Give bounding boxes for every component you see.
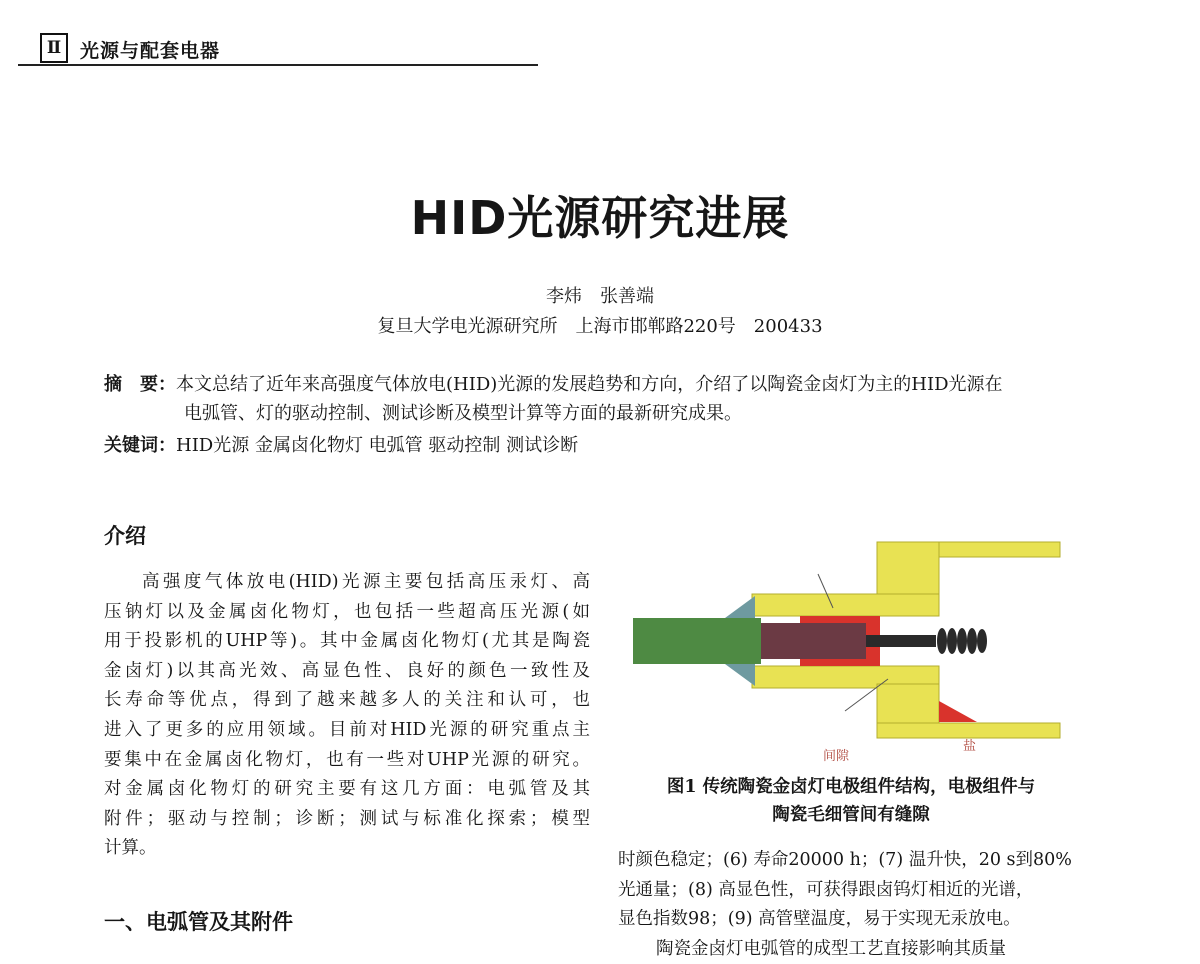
section-number-box	[40, 33, 68, 63]
keywords-text: HID光源 金属卤化物灯 电弧管 驱动控制 测试诊断	[176, 435, 579, 456]
figure-label-gap: 间隙	[823, 749, 850, 764]
figure1-caption	[620, 773, 1082, 829]
intro-line: 金卤灯)以其高光效、高显色性、良好的颜色一致性及	[104, 660, 590, 681]
abstract-text-1: 本文总结了近年来高强度气体放电(HID)光源的发展趋势和方向，介绍了以陶瓷金卤灯为主的HID光源在	[176, 374, 1003, 395]
intro-line: 高强度气体放电(HID)光源主要包括高压汞灯、高	[142, 572, 590, 592]
abstract	[104, 370, 1124, 428]
figure1-caption-line-1: 图1 传统陶瓷金卤灯电极组件结构，电极组件与	[666, 777, 1036, 797]
abstract-label: 摘 要：	[104, 374, 176, 395]
electrode-rod	[761, 623, 866, 659]
intro-line: 用于投影机的UHP等)。其中金属卤化物灯(尤其是陶瓷	[104, 631, 590, 652]
intro-line: 计算。	[104, 838, 157, 859]
intro-line: 要集中在金属卤化物灯，也有一些对UHP光源的研究。	[104, 749, 590, 770]
article-title: HID光源研究进展	[410, 191, 790, 245]
running-header-title: 光源与配套电器	[80, 40, 221, 62]
keywords	[104, 431, 578, 457]
niobium-lead	[633, 618, 761, 664]
salt-deposit	[939, 701, 977, 722]
figure-label-salt: 盐	[963, 739, 977, 754]
figure-electrode-assembly	[630, 536, 1070, 766]
intro-line: 附件；驱动与控制；诊断；测试与标准化探索；模型	[104, 808, 590, 829]
abstract-text-2: 电弧管、灯的驱动控制、测试诊断及模型计算等方面的最新研究成果。	[184, 403, 742, 424]
intro-line: 进入了更多的应用领域。目前对HID光源的研究重点主	[104, 719, 590, 740]
electrode-shaft	[866, 635, 936, 647]
authors: 李炜 张善端	[546, 286, 654, 307]
right-column-text	[618, 846, 1104, 964]
intro-heading: 介绍	[104, 524, 146, 548]
section1-heading: 一、电弧管及其附件	[104, 910, 293, 934]
intro-line: 长寿命等优点，得到了越来越多人的关注和认可，也	[104, 690, 590, 711]
right-line: 显色指数98；(9) 高管壁温度，易于实现无汞放电。	[618, 909, 1021, 930]
electrode-coil	[937, 628, 987, 654]
right-line: 时颜色稳定；(6) 寿命20000 h；(7) 温升快，20 s到80%	[618, 850, 1072, 870]
keywords-label: 关键词：	[104, 435, 176, 456]
figure1-caption-line-2: 陶瓷毛细管间有缝隙	[772, 805, 930, 825]
intro-line: 对金属卤化物灯的研究主要有这几方面：电弧管及其	[104, 779, 590, 800]
ceramic-top-wall	[877, 542, 939, 600]
affiliation: 复旦大学电光源研究所 上海市邯郸路220号 200433	[377, 316, 823, 337]
right-line: 光通量；(8) 高显色性，可获得跟卤钨灯相近的光谱，	[618, 879, 1034, 900]
ceramic-bottom-plate	[877, 723, 1060, 738]
intro-paragraph	[104, 568, 590, 864]
header-rule	[18, 64, 538, 66]
abstract-line-1	[104, 370, 1124, 399]
section-number: Ⅱ	[46, 38, 62, 58]
intro-line: 压钠灯以及金属卤化物灯，也包括一些超高压光源(如	[104, 601, 590, 622]
capillary-upper-wall	[752, 594, 939, 616]
right-line: 陶瓷金卤灯电弧管的成型工艺直接影响其质量	[656, 938, 1006, 959]
